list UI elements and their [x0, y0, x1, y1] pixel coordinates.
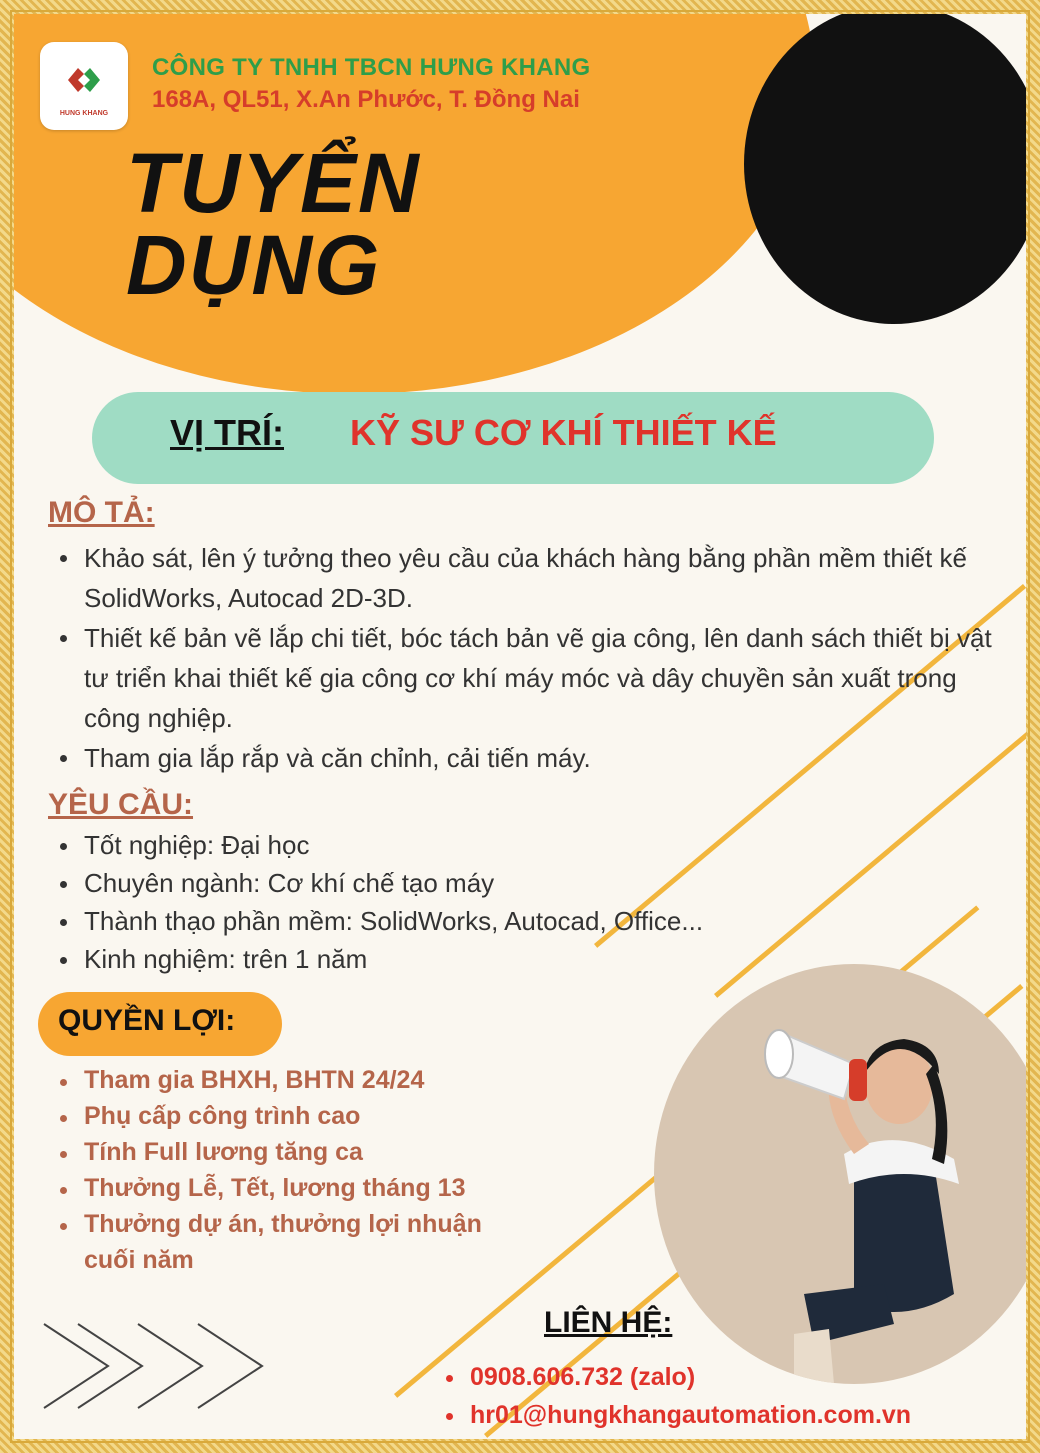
company-address: 168A, QL51, X.An Phước, T. Đồng Nai	[152, 86, 580, 113]
list-item: Tốt nghiệp: Đại học	[48, 826, 848, 864]
benefits-list	[48, 1062, 488, 1278]
requirements-list	[48, 826, 848, 978]
description-list	[48, 538, 998, 778]
chevron-decoration	[38, 1316, 278, 1421]
contact-list	[434, 1358, 1014, 1434]
contact-phone[interactable]: 0908.606.732 (zalo)	[434, 1358, 1014, 1396]
list-item: Khảo sát, lên ý tưởng theo yêu cầu của khách hàng bằng phần mềm thiết kế SolidWorks, Autocad 2D-3D.	[48, 538, 998, 618]
contact-email[interactable]: hr01@hungkhangautomation.com.vn	[434, 1396, 1014, 1434]
position-label: VỊ TRÍ:	[170, 412, 284, 453]
poster	[14, 14, 1026, 1439]
list-item: Thưởng dự án, thưởng lợi nhuận cuối năm	[48, 1206, 488, 1278]
list-item: Thành thạo phần mềm: SolidWorks, Autocad, Office...	[48, 902, 848, 940]
logo-icon	[62, 58, 106, 102]
list-item: Kinh nghiệm: trên 1 năm	[48, 940, 848, 978]
headline-line-2: DỤNG	[126, 218, 382, 312]
list-item: Chuyên ngành: Cơ khí chế tạo máy	[48, 864, 848, 902]
company-logo	[40, 42, 128, 130]
list-item: Phụ cấp công trình cao	[48, 1098, 488, 1134]
company-name: CÔNG TY TNHH TBCN HƯNG KHANG	[152, 54, 591, 81]
benefits-title: QUYỀN LỢI:	[58, 1004, 236, 1037]
chevron-arrows-icon	[38, 1316, 278, 1416]
headline	[126, 136, 421, 312]
black-circle-decoration	[744, 14, 1026, 324]
headline-line-1: TUYỂN	[126, 136, 421, 230]
position-title: KỸ SƯ CƠ KHÍ THIẾT KẾ	[350, 412, 777, 453]
logo-text: HUNG KHANG	[59, 110, 109, 117]
megaphone-woman-photo	[654, 964, 1026, 1384]
megaphone-person-illustration	[654, 964, 1026, 1384]
requirements-title: YÊU CẦU:	[48, 788, 194, 821]
list-item: Thiết kế bản vẽ lắp chi tiết, bóc tách bản vẽ gia công, lên danh sách thiết bị vật tư triển khai thiết kế gia công cơ khí máy móc và dây chuyền sản xuất trong công nghiệp.	[48, 618, 998, 738]
list-item: Tính Full lương tăng ca	[48, 1134, 488, 1170]
list-item: Tham gia BHXH, BHTN 24/24	[48, 1062, 488, 1098]
description-title: MÔ TẢ:	[48, 496, 155, 529]
contact-title: LIÊN HỆ:	[544, 1306, 673, 1339]
list-item: Tham gia lắp rắp và căn chỉnh, cải tiến máy.	[48, 738, 998, 778]
list-item: Thưởng Lễ, Tết, lương tháng 13	[48, 1170, 488, 1206]
